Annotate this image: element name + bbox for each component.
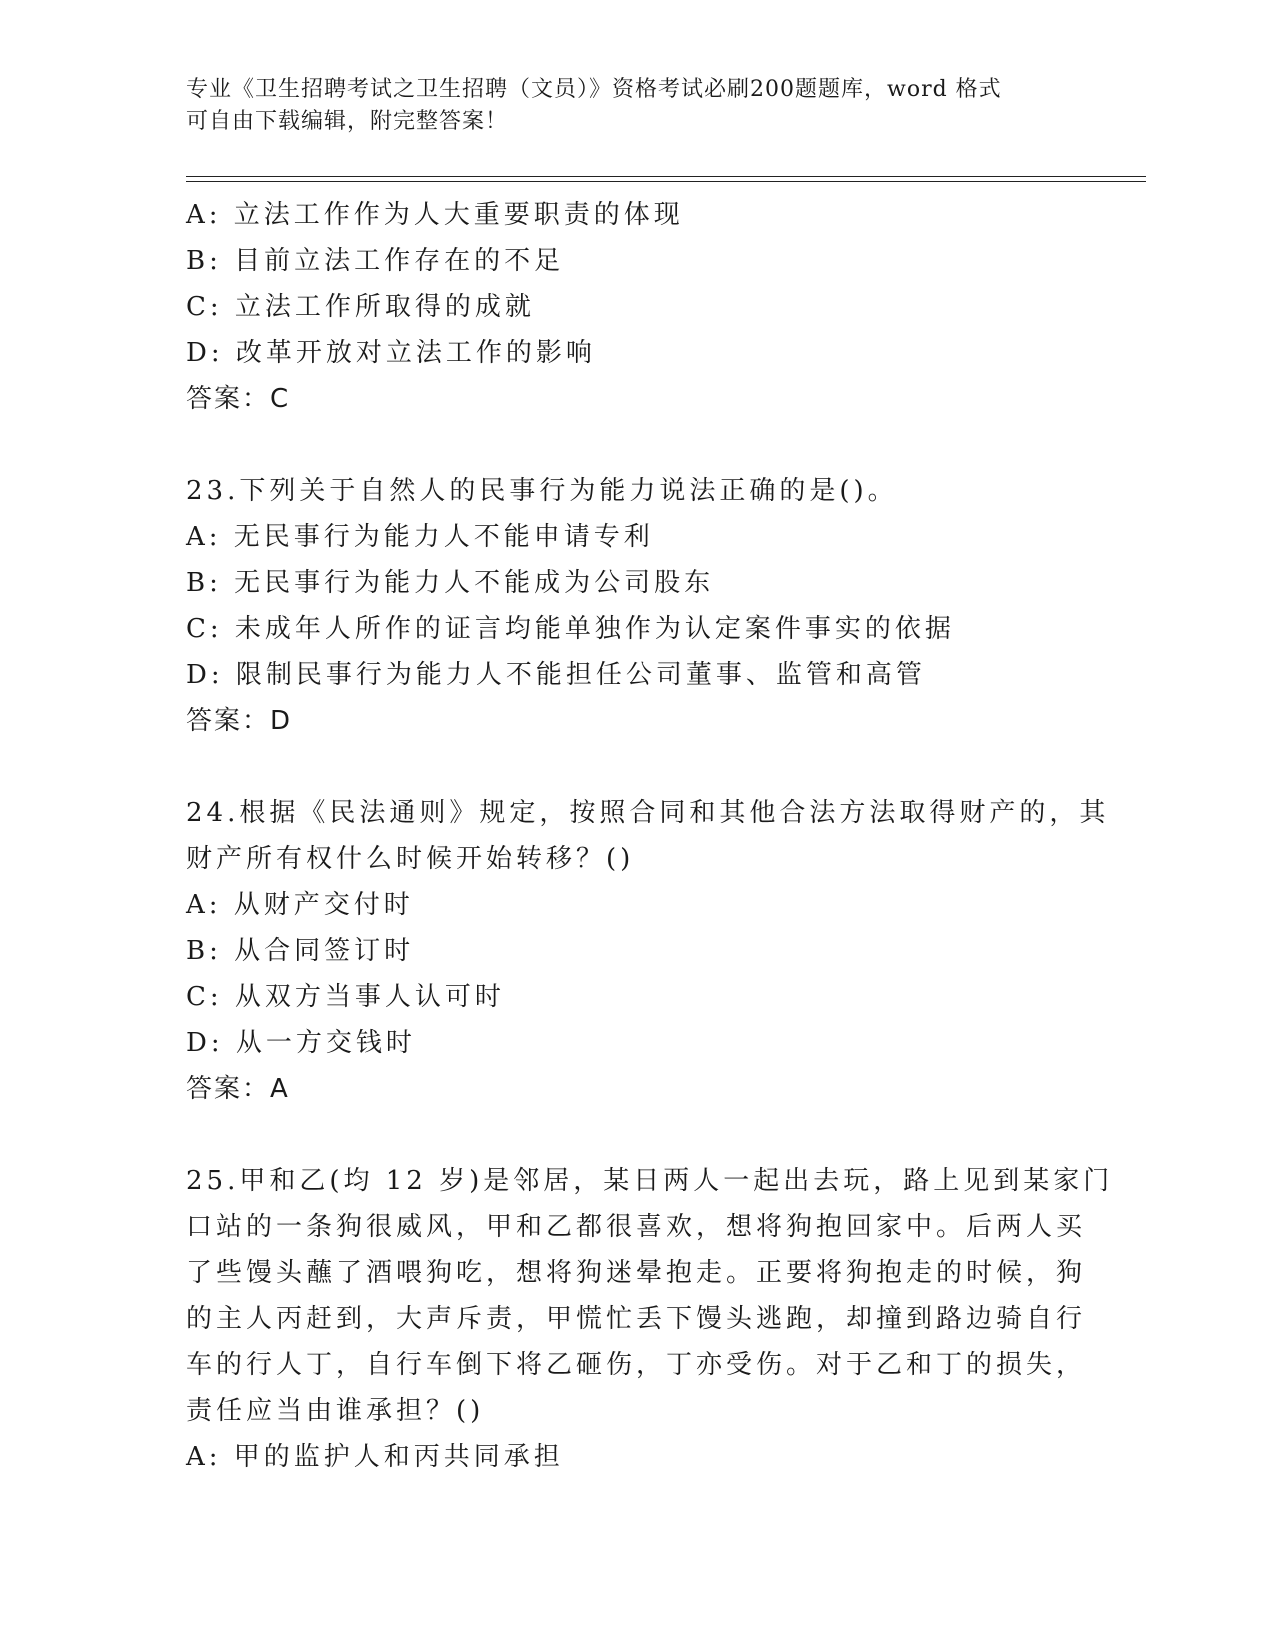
spacer — [186, 744, 1086, 790]
q24-option-c: C: 从双方当事人认可时 — [186, 982, 505, 1012]
q22-option-c: C: 立法工作所取得的成就 — [186, 292, 535, 322]
q24-answer: 答案：A — [186, 1074, 290, 1104]
question-content — [186, 192, 1114, 1480]
q22-option-a: A: 立法工作作为人大重要职责的体现 — [186, 200, 684, 230]
q23-answer: 答案：D — [186, 706, 293, 736]
question-22 — [186, 192, 1086, 422]
question-24 — [186, 790, 1110, 1112]
question-25 — [186, 1158, 1114, 1480]
q23-stem-line-1: 23.下列关于自然人的民事行为能力说法正确的是()。 — [186, 476, 898, 506]
spacer — [186, 422, 1086, 468]
q25-option-a: A: 甲的监护人和丙共同承担 — [186, 1442, 564, 1472]
q24-stem-line-1: 24.根据《民法通则》规定，按照合同和其他合法方法取得财产的，其 — [186, 798, 1110, 828]
header-line-1: 专业《卫生招聘考试之卫生招聘（文员）》资格考试必刷200题题库，word 格式 — [186, 77, 1002, 102]
q25-stem-line-2: 口站的一条狗很威风，甲和乙都很喜欢，想将狗抱回家中。后两人买 — [186, 1212, 1087, 1242]
document-header — [186, 74, 1086, 138]
question-23 — [186, 468, 1086, 744]
q22-answer: 答案：C — [186, 384, 291, 414]
q24-option-d: D: 从一方交钱时 — [186, 1028, 416, 1058]
q22-option-d: D: 改革开放对立法工作的影响 — [186, 338, 596, 368]
q25-stem-line-1: 25.甲和乙(均 12 岁)是邻居，某日两人一起出去玩，路上见到某家门 — [186, 1166, 1114, 1196]
q23-option-d: D: 限制民事行为能力人不能担任公司董事、监管和高管 — [186, 660, 926, 690]
q24-option-a: A: 从财产交付时 — [186, 890, 414, 920]
header-line-2: 可自由下载编辑，附完整答案！ — [186, 109, 509, 134]
q25-stem-line-4: 的主人丙赶到，大声斥责，甲慌忙丢下馒头逃跑，却撞到路边骑自行 — [186, 1304, 1087, 1334]
q23-option-b: B: 无民事行为能力人不能成为公司股东 — [186, 568, 715, 598]
q25-stem-line-5: 车的行人丁，自行车倒下将乙砸伤，丁亦受伤。对于乙和丁的损失， — [186, 1350, 1087, 1380]
q24-stem-line-2: 财产所有权什么时候开始转移？() — [186, 844, 635, 874]
header-rule-top — [186, 176, 1146, 177]
q23-option-a: A: 无民事行为能力人不能申请专利 — [186, 522, 654, 552]
q25-stem-line-3: 了些馒头蘸了酒喂狗吃，想将狗迷晕抱走。正要将狗抱走的时候，狗 — [186, 1258, 1087, 1288]
q25-stem-line-6: 责任应当由谁承担？() — [186, 1396, 485, 1426]
q24-option-b: B: 从合同签订时 — [186, 936, 415, 966]
header-rule-bottom — [186, 181, 1146, 182]
spacer — [186, 1112, 1086, 1158]
q23-option-c: C: 未成年人所作的证言均能单独作为认定案件事实的依据 — [186, 614, 955, 644]
q22-option-b: B: 目前立法工作存在的不足 — [186, 246, 565, 276]
